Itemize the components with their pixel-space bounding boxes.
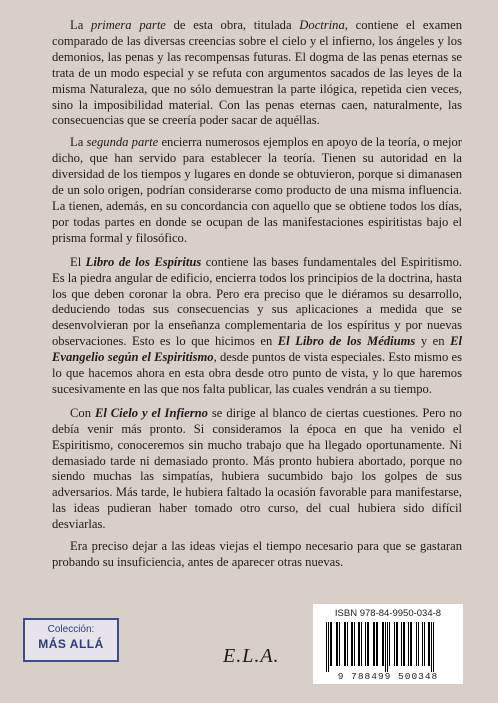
emphasized-title: Doctrina	[299, 18, 345, 32]
barcode-bar	[367, 622, 369, 666]
barcode-bar	[339, 622, 340, 666]
barcode-bar	[410, 622, 412, 666]
paragraph-text: se dirige al blanco de ciertas cuestiones. Pero no debía venir más pronto. Si consideramos la época en que ha venido el Espiritismo, conoceremos sin mucho trabajo que ha llegado oportunamente. Ni demasiado tarde ni demasiado pronto. Más pronto hubiera abortado, porque no siendo muchas las simpatías, hubiera sucumbido bajo los golpes de sus adversarios. Más tarde, le hubiera faltado la ocasión favorable para manifestarse, las ideas pudieran haber tomado otro curso, del cual hubiera sido difícil desviarlas.	[52, 405, 462, 532]
paragraph-text: La	[70, 18, 92, 32]
collection-label: Colección:	[47, 624, 95, 635]
isbn-label: ISBN 978-84-9950-034-8	[334, 608, 442, 619]
barcode-bar	[433, 622, 434, 672]
barcode-bar	[424, 622, 425, 666]
paragraph-3	[52, 255, 462, 398]
barcode-bar	[385, 622, 386, 672]
paragraph-1	[52, 18, 462, 129]
paragraph-text: El	[70, 254, 86, 269]
barcode-bar	[376, 622, 378, 666]
paragraph-text: y en	[415, 334, 451, 349]
barcode-panel	[313, 604, 463, 684]
barcode-bar	[408, 622, 409, 666]
barcode-bar	[326, 622, 327, 672]
barcode-bar	[394, 622, 395, 666]
barcode-bar	[382, 622, 384, 666]
barcode-digits: 9 788499 500348	[337, 671, 439, 682]
paragraph-2	[52, 135, 462, 246]
paragraph-text: La	[70, 135, 87, 150]
barcode-bar	[428, 622, 430, 666]
collection-badge	[23, 618, 119, 662]
barcode-bar	[336, 622, 338, 666]
barcode-bar	[344, 622, 346, 666]
barcode-bar	[416, 622, 417, 666]
barcode-bar	[365, 622, 366, 666]
paragraph-text: contiene las bases fundamentales del Espiritismo. Es la piedra angular de edificio, encierra todos los principios de la doctrina, hasta los que deben coronar la obra. Pero era preciso que le diéramos su desarrollo, deduciendo todas sus consecuencias y sus aplicaciones a medida que se desenvolvieran por la enseñanza complementaria de los espíritus y por nuevas observaciones. Esto es lo que hicimos en	[52, 254, 463, 349]
publisher-logo: E.L.A.	[223, 645, 280, 667]
paragraph-text: , contiene el examen comparado de las diversas creencias sobre el cielo y el infierno, los ángeles y los demonios, las penas y las recompensas futuras. El dogma de las penas eternas se trata de un modo especial y se refuta con argumentos sacados de las leyes de la misma Naturaleza, que no sólo demuestran la parte ilógica, repetida cien veces, sino la imposibilidad material. Con las penas eternas caen, naturalmente, las consecuencias que se creería poder sacar de aquéllas.	[52, 18, 463, 128]
barcode-bar	[389, 622, 390, 666]
paragraph-text: Era preciso dejar a las ideas viejas el tiempo necesario para que se gastaran probando su insuficiencia, antes de aparecer otras nuevas.	[52, 539, 462, 569]
barcode-bar	[387, 622, 388, 672]
barcode-bar	[358, 622, 360, 666]
barcode-bar	[330, 622, 332, 666]
barcode-icon	[325, 622, 451, 672]
back-cover-text	[52, 18, 462, 577]
barcode-bar	[403, 622, 405, 666]
emphasized-title: Libro de los Espíritus	[85, 254, 202, 269]
barcode-bar	[422, 622, 423, 666]
barcode-bar	[401, 622, 402, 666]
collection-name: MÁS ALLÁ	[38, 637, 104, 651]
barcode-bar	[431, 622, 432, 672]
barcode-bar	[354, 622, 355, 666]
paragraph-text: Con	[70, 405, 95, 420]
emphasized-title: El Evangelio según el Espiritismo	[52, 334, 462, 365]
barcode-bar	[361, 622, 362, 666]
paragraph-text: encierra numerosos ejemplos en apoyo de la teoría, o mejor dicho, que han servido para establecer la teoría. Tienen su autoridad en la diversidad de los tiempos y lugares en donde se obtuvieron, porque si dimanasen de un solo origen, podrían considerarse como producto de una misma influencia. La tienen, además, en su concordancia con aquello que se obtiene todos los días, por todas partes en donde se ocupan de las manifestaciones espiritistas bajo el prisma formal y filosófico.	[52, 135, 462, 245]
barcode-bar	[373, 622, 375, 666]
barcode-bar	[328, 622, 329, 672]
emphasized-title: El Libro de los Médiums	[277, 334, 416, 349]
paragraph-text: de esta obra, titulada	[165, 18, 300, 32]
paragraph-5	[52, 539, 462, 571]
emphasized-title: primera parte	[91, 18, 166, 32]
paragraph-text: , desde puntos de vista especiales. Esto mismo es lo que hacemos ahora en esta obra desde otro punto de vista, y lo que haremos sucesivamente en las que nos falta publicar, las cuales vendrán a su tiempo.	[52, 350, 462, 396]
emphasized-title: El Cielo y el Infierno	[94, 405, 208, 420]
emphasized-title: segunda parte	[86, 135, 159, 150]
barcode-bar	[418, 622, 419, 666]
barcode-bar	[396, 622, 398, 666]
paragraph-4	[52, 406, 462, 533]
barcode-bar	[347, 622, 348, 666]
barcode-bar	[351, 622, 353, 666]
